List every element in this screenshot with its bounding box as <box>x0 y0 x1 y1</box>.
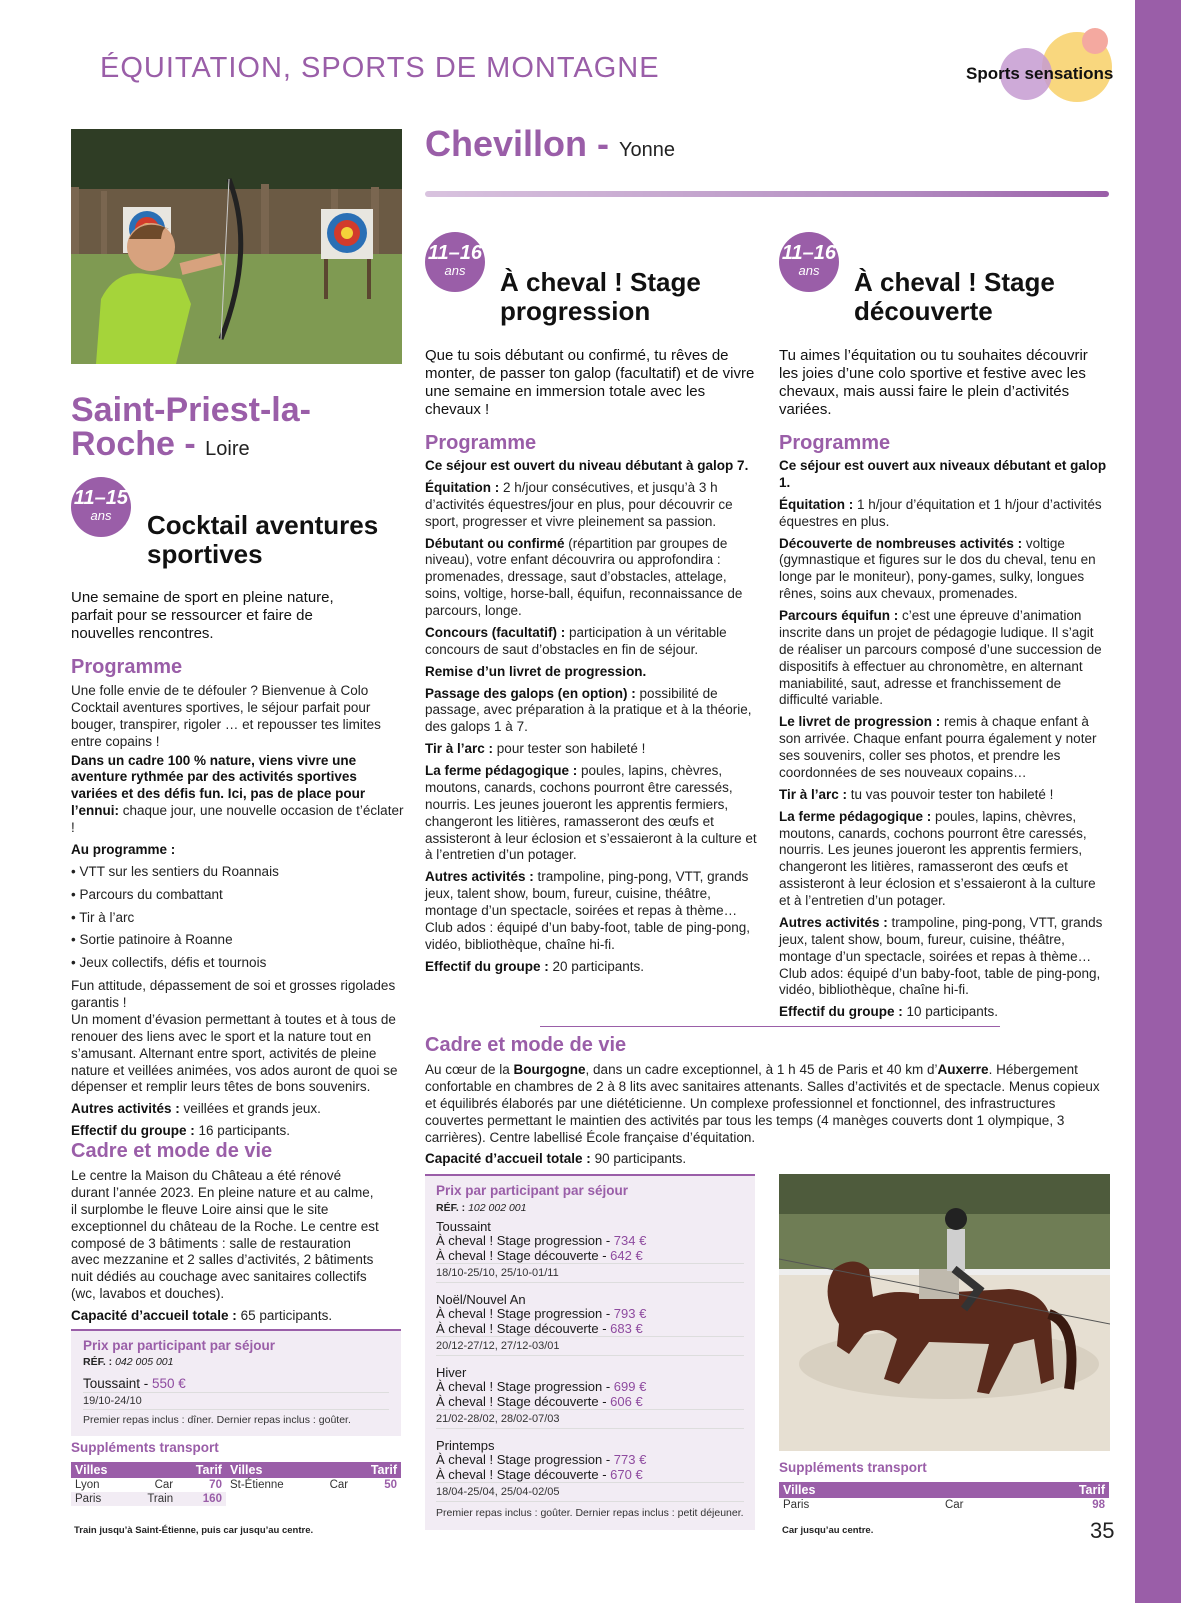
col1-age-badge <box>425 232 485 292</box>
left-cadre-heading: Cadre et mode de vie <box>71 1140 273 1162</box>
col2-item-label: La ferme pédagogique : <box>779 808 932 824</box>
left-autres-label: Autres activités : <box>71 1101 180 1117</box>
season-dates: 21/02-28/02, 28/02-07/03 <box>436 1413 744 1429</box>
left-cadre-text: Le centre la Maison du Château a été rénové durant l’année 2023. En pleine nature et au calme, il surplombe le fleuve Loire ainsi que le site exceptionnel du château de la Roche. Le centre est composé de 3 bâtiments : salle de restauration avec mezzanine et 2 salles d’activités, 2 bâtiments nuit dédiés au couchage avec sanitaires collectifs (wc, lavabos et douches). <box>71 1168 379 1302</box>
left-list-item: • VTT sur les sentiers du Roannais <box>71 863 279 879</box>
transport-mode: Car <box>329 1479 349 1491</box>
col2-age-label: ans <box>798 263 820 278</box>
col1-stay-title <box>500 268 701 325</box>
col1-title-line1: À cheval ! Stage <box>500 267 701 297</box>
left-price-box <box>71 1329 401 1436</box>
left-region: Loire <box>205 438 250 460</box>
season-price: 734 € <box>613 1233 647 1249</box>
right-capacite-value: 90 participants. <box>590 1151 687 1167</box>
col-header: Villes <box>71 1462 129 1478</box>
col1-age-label: ans <box>444 263 466 278</box>
left-intro: Une semaine de sport en pleine nature, parfait pour se ressourcer et faire de nouvelles rencontres. <box>71 589 334 642</box>
col2-open: Ce séjour est ouvert aux niveaux débutant et galop 1. <box>779 458 1107 490</box>
right-place-heading <box>425 123 675 165</box>
cadre-post: . Hébergement confortable en chambres de 2 à 8 lits avec sanitaires attenants. Salles d’activités et de spectacle. Menus copieux et équilibrés élaborés par une diététicienne. Un complexe professionnel et fonctionnel, des infrastructures couvertes permettant le maintien des activités par tous les temps (4 manèges couverts dont 1 olympique, 3 carrières). Centre labellisé École française d’équitation. <box>425 1062 1100 1145</box>
cadre-auxerre: Auxerre <box>937 1062 989 1077</box>
season-dates: 20/12-27/12, 27/12-03/01 <box>436 1340 744 1356</box>
col1-item-label: Effectif du groupe : <box>425 958 549 974</box>
cadre-mid: , dans un cadre exceptionnel, à 1 h 45 de Paris et 40 km d’ <box>585 1062 938 1077</box>
col2-title-line1: À cheval ! Stage <box>854 267 1055 297</box>
season-price: 793 € <box>613 1306 647 1322</box>
col2-item-text: trampoline, ping-pong, VTT, grands jeux, talent show, boum, fureur, cuisine, théâtre, montage d’un spectacle, soirées et repas à thème… Club ados: équipé d’un baby-foot, table de ping-pong, vidéo, bibliothèque, chaîne hi-fi. <box>779 914 1103 998</box>
right-capacite-label: Capacité d’accueil totale : <box>425 1151 591 1167</box>
left-p3: Fun attitude, dépassement de soi et grosses rigolades garantis ! <box>71 978 396 1010</box>
col1-item-text: trampoline, ping-pong, VTT, grands jeux, talent show, boum, fureur, cuisine, théâtre, montage d’un spectacle, soirées et repas à thème… Club ados : équipé d’un baby-foot, table de ping-pong, vidéo, bibliothèque, chaîne hi-fi. <box>425 869 750 952</box>
col-header: Tarif <box>177 1462 226 1478</box>
left-transport-title: Suppléments transport <box>71 1440 219 1455</box>
right-ref: 102 002 001 <box>465 1202 527 1214</box>
left-transport-table <box>71 1462 401 1506</box>
col1-item-text: 20 participants. <box>548 958 645 974</box>
transport-city: Lyon <box>75 1479 100 1491</box>
transport-price: 160 <box>177 1492 226 1506</box>
season-line: À cheval ! Stage progression - <box>436 1452 614 1468</box>
left-price-amount: 550 € <box>152 1376 186 1391</box>
season-price: 606 € <box>610 1393 643 1409</box>
season-line: À cheval ! Stage progression - <box>436 1233 614 1249</box>
left-programme-body <box>71 683 406 1145</box>
left-list-item: • Sortie patinoire à Roanne <box>71 932 233 948</box>
right-sidebar-band <box>1135 0 1181 1603</box>
season-name: Hiver <box>436 1364 467 1380</box>
transport-city: Paris <box>783 1499 810 1511</box>
right-ref-label: RÉF. : <box>436 1202 466 1214</box>
col2-item-text: tu vas pouvoir tester ton habileté ! <box>847 786 1054 802</box>
col2-item-label: Équitation : <box>779 496 854 512</box>
season-price: 699 € <box>613 1379 647 1395</box>
left-stay-title-line1: Cocktail aventures <box>147 510 379 540</box>
col-header: Villes <box>226 1462 314 1478</box>
left-list-item: • Parcours du combattant <box>71 886 223 902</box>
col1-item-label: Autres activités : <box>425 869 534 885</box>
col1-programme-body <box>425 458 760 981</box>
col2-stay-title <box>854 268 1055 325</box>
category-badge-label: Sports sensations <box>966 64 1114 83</box>
archery-photo <box>71 129 402 364</box>
col1-item-label: Tir à l’arc : <box>425 741 494 757</box>
col1-item-label: Équitation : <box>425 479 500 495</box>
left-p2-rest: chaque jour, une nouvelle occasion de t’éclater ! <box>71 803 404 835</box>
col-header: Villes <box>779 1482 911 1498</box>
season-line: À cheval ! Stage découverte - <box>436 1320 611 1336</box>
season-dates: 18/10-25/10, 25/10-01/11 <box>436 1267 744 1283</box>
season-name: Noël/Nouvel An <box>436 1291 526 1307</box>
transport-price: 70 <box>209 1479 222 1491</box>
col1-item-label: Débutant ou confirmé <box>425 535 565 551</box>
left-stay-title-line2: sportives <box>147 538 263 569</box>
left-place-line2: Roche - <box>71 425 196 463</box>
season-line: À cheval ! Stage progression - <box>436 1306 614 1322</box>
col2-item-label: Le livret de progression : <box>779 714 941 730</box>
transport-city: St-Étienne <box>229 1479 284 1491</box>
right-price-meals: Premier repas inclus : goûter. Dernier repas inclus : petit déjeuner. <box>436 1506 744 1519</box>
col1-item-text: possibilité de passage, avec préparation à la pratique et à la théorie, des galops 1 à 7. <box>425 685 752 735</box>
col-header: Tarif <box>998 1482 1110 1498</box>
season-line: À cheval ! Stage découverte - <box>436 1393 611 1409</box>
left-effectif-label: Effectif du groupe : <box>71 1123 195 1139</box>
transport-price: 98 <box>1092 1499 1105 1511</box>
section-title: ÉQUITATION, SPORTS DE MONTAGNE <box>100 52 660 84</box>
col1-item-text: participation à un véritable concours de saut d’obstacles en fin de séjour. <box>425 624 727 657</box>
left-price-title: Prix par participant par séjour <box>83 1338 276 1353</box>
transport-mode: Car <box>944 1499 964 1511</box>
col2-title-line2: découverte <box>854 295 993 326</box>
col2-item-text: poules, lapins, chèvres, moutons, canards, cochons pourront être caressés, nourris. Les jeunes joueront les apprentis fermiers, changeront les litières, ramasseront des œufs et assisteront à leur éclosion et s’essaieront à la culture et à l’entretien d’un potager. <box>779 808 1096 908</box>
season-line: À cheval ! Stage découverte - <box>436 1247 611 1263</box>
transport-mode: Car <box>154 1479 174 1491</box>
col2-age-badge <box>779 232 839 292</box>
cadre-bourgogne: Bourgogne <box>513 1062 586 1077</box>
season-price: 773 € <box>613 1452 647 1468</box>
season-line: À cheval ! Stage progression - <box>436 1379 614 1395</box>
season-price: 683 € <box>610 1320 643 1336</box>
title-underline-bar <box>425 191 1109 197</box>
season-price: 642 € <box>610 1247 643 1263</box>
left-effectif-value: 16 participants. <box>194 1123 291 1139</box>
left-cadre-body <box>71 1168 381 1330</box>
transport-price: 50 <box>384 1479 397 1491</box>
col1-item-text: poules, lapins, chèvres, moutons, canards, cochons pourront être caressés, nourris. Les jeunes joueront les apprentis fermiers, changeront les litières, ramasseront des œufs et assisteront à leur éclosion et s’essaieront à la culture et à l’entretien d’un potager. <box>425 763 757 863</box>
price-season-block <box>436 1366 744 1429</box>
col1-item-text: 2 h/jour consécutives, et jusqu’à 3 h d’activités équestres/jour en plus, pour découvrir ce sport, progresser et vivre pleinement sa passion. <box>425 479 733 529</box>
price-season-block <box>436 1439 744 1502</box>
col1-age-range: 11–16 <box>427 242 483 264</box>
season-line: À cheval ! Stage découverte - <box>436 1466 611 1482</box>
col2-item-label: Découverte de nombreuses activités : <box>779 535 1023 551</box>
left-age-range: 11–15 <box>73 487 129 509</box>
left-p2-bold: Dans un cadre 100 % nature, viens vivre une aventure rythmée par des activités sportives variées et des défis fun. Ici, pas de place pour l’ennui: <box>71 752 366 819</box>
left-stay-title <box>147 511 378 568</box>
left-place-heading <box>71 393 311 461</box>
transport-mode: Train <box>129 1492 177 1506</box>
col2-item-label: Tir à l’arc : <box>779 786 848 802</box>
table-row <box>71 1492 401 1506</box>
left-price-dates: 19/10-24/10 <box>83 1395 389 1410</box>
left-capacite-label: Capacité d’accueil totale : <box>71 1308 237 1323</box>
right-transport-table <box>779 1482 1109 1512</box>
left-age-label: ans <box>90 508 112 523</box>
col2-age-range: 11–16 <box>781 242 837 264</box>
left-age-badge <box>71 477 131 537</box>
right-transport-title: Suppléments transport <box>779 1460 927 1475</box>
left-capacite-value: 65 participants. <box>236 1308 333 1323</box>
left-price-meals: Premier repas inclus : dîner. Dernier repas inclus : goûter. <box>83 1414 351 1426</box>
col2-item-text: 1 h/jour d’équitation et 1 h/jour d’activités équestres en plus. <box>779 496 1102 529</box>
left-price-season: Toussaint - <box>83 1376 153 1391</box>
left-transport-note: Train jusqu’à Saint-Étienne, puis car jusqu’au centre. <box>74 1525 314 1536</box>
col2-item-label: Parcours équifun : <box>779 608 899 623</box>
table-row <box>779 1498 1109 1512</box>
season-dates: 18/04-25/04, 25/04-02/05 <box>436 1486 744 1502</box>
transport-city: Paris <box>71 1492 129 1506</box>
col1-item-text: pour tester son habileté ! <box>493 741 646 757</box>
category-badge <box>960 30 1135 110</box>
horse-riding-photo <box>779 1174 1110 1451</box>
col2-item-label: Autres activités : <box>779 914 888 930</box>
right-region: Yonne <box>619 139 676 161</box>
left-autres-value: veillées et grands jeux. <box>179 1101 321 1117</box>
col2-item-text: voltige (gymnastique et figures sur le dos du cheval, tenu en longe par le moniteur), pony-games, sulky, longues rênes, soins aux chevaux, promenades. <box>779 535 1096 602</box>
col1-item-label: Remise d’un livret de progression. <box>425 663 647 679</box>
price-season-block <box>436 1293 744 1356</box>
col2-intro: Tu aimes l’équitation ou tu souhaites découvrir les joies d’une colo sportive et festive avec les chevaux, mais aussi faire le plein d’activités variées. <box>779 347 1088 418</box>
col2-item-text: 10 participants. <box>902 1004 999 1020</box>
col-header: Tarif <box>352 1462 401 1478</box>
left-list-item: • Tir à l’arc <box>71 909 135 925</box>
season-price: 670 € <box>610 1466 643 1482</box>
right-cadre-heading: Cadre et mode de vie <box>425 1034 627 1056</box>
col1-title-line2: progression <box>500 295 651 326</box>
col1-open: Ce séjour est ouvert du niveau débutant à galop 7. <box>425 458 749 473</box>
section-divider <box>540 1026 1000 1027</box>
left-au-programme: Au programme : <box>71 841 176 857</box>
season-name: Toussaint <box>436 1219 491 1234</box>
col2-item-text: c’est une épreuve d’animation inscrite dans un projet de pédagogie ludique. Il s’agit de réaliser un parcours composé d’une succession de dispositifs à effectuer au chronomètre, en alternant maniabilité, saut, adresse et franchissement de difficulté variable. <box>779 608 1102 708</box>
price-season-block <box>436 1220 744 1283</box>
col1-item-label: Concours (facultatif) : <box>425 624 566 640</box>
left-place-line1: Saint-Priest-la- <box>71 391 311 429</box>
right-transport-note: Car jusqu’au centre. <box>782 1525 874 1536</box>
right-price-title: Prix par participant par séjour <box>436 1183 629 1198</box>
col1-intro: Que tu sois débutant ou confirmé, tu rêves de monter, de passer ton galop (facultatif) et de vivre une semaine en immersion totale avec les chevaux ! <box>425 347 755 418</box>
left-p1: Une folle envie de te défouler ? Bienvenue à Colo Cocktail aventures sportives, le séjour parfait pour bouger, transpirer, rigoler … et repousser tes limites entre copains ! <box>71 683 381 749</box>
col2-item-text: remis à chaque enfant à son arrivée. Chaque enfant pourra également y noter ses souvenirs, coller ses photos, et prendre les coordonnées de ses nouveaux copains… <box>779 714 1097 780</box>
season-name: Printemps <box>436 1437 495 1453</box>
col2-programme-body <box>779 458 1109 1026</box>
left-programme-heading: Programme <box>71 656 183 678</box>
col1-item-label: La ferme pédagogique : <box>425 763 578 778</box>
col2-programme-heading: Programme <box>779 432 891 454</box>
col1-item-label: Passage des galops (en option) : <box>425 685 636 701</box>
left-list-item: • Jeux collectifs, défis et tournois <box>71 955 267 971</box>
page-number: 35 <box>1090 1518 1115 1543</box>
right-price-box <box>425 1174 755 1530</box>
right-cadre-body <box>425 1062 1110 1173</box>
table-row <box>71 1478 401 1492</box>
right-place: Chevillon - <box>425 123 610 164</box>
col1-programme-heading: Programme <box>425 432 537 454</box>
left-ref: 042 005 001 <box>112 1356 174 1368</box>
cadre-pre: Au cœur de la <box>425 1062 514 1077</box>
col1-item-text: (répartition par groupes de niveau), votre enfant découvrira ou approfondira : promenades, dressage, saut d’obstacles, attelage, soins, voltige, horse-ball, équifun, reconnaissance de parcours, longe. <box>425 535 743 618</box>
left-p4: Un moment d’évasion permettant à toutes et à tous de renouer des liens avec le sport et la nature tout en s’amusant. Alternant entre sport, activités de pleine nature et veillées animées, vos ados auront de quoi se dépenser et remplir leurs têtes de bons souvenirs. <box>71 1011 398 1095</box>
col2-item-label: Effectif du groupe : <box>779 1004 903 1020</box>
left-ref-label: RÉF. : <box>83 1356 113 1368</box>
